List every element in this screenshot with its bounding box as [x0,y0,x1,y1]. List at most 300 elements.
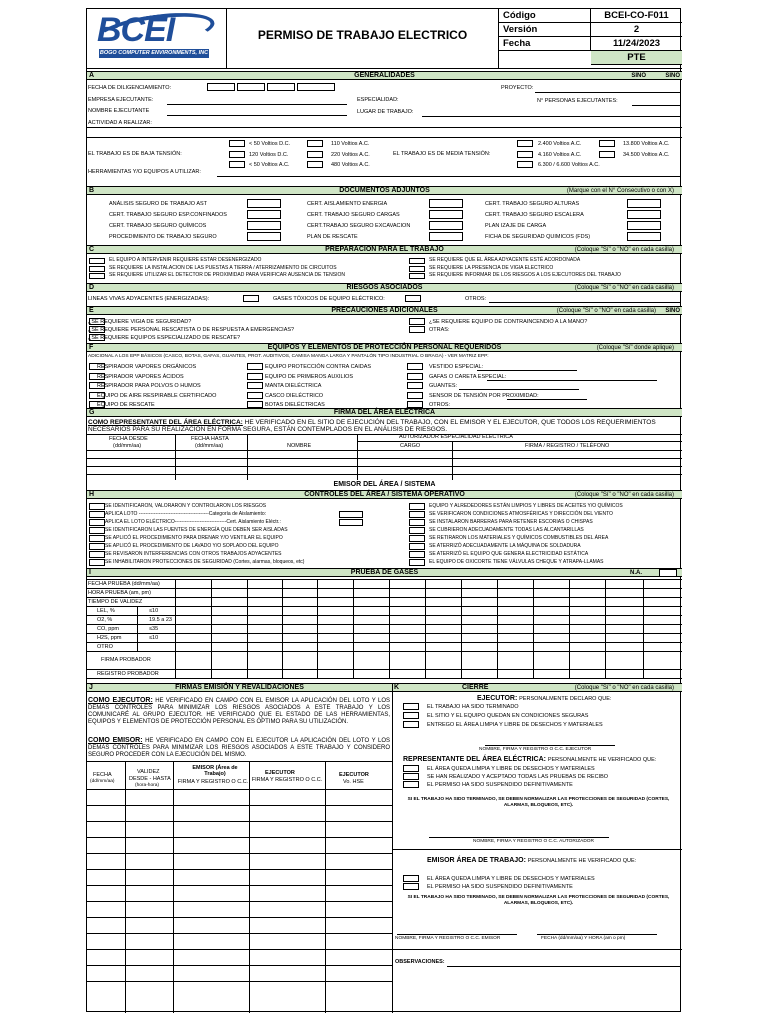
table-row[interactable] [87,466,682,467]
section-letter: A [89,72,95,79]
signature-line[interactable] [429,837,609,838]
checkbox[interactable] [307,161,323,168]
lineas-vivas-label: LINEAS VIVAS ADYACENTES (ENERGIZADAS): [88,296,210,302]
como-emisor-label: COMO EMISOR: [88,737,143,744]
j-emisor-header: EMISOR (Área de Trabajo) [192,765,238,778]
date-line[interactable] [537,934,657,935]
section-title: FIRMAS EMISIÓN Y REVALIDACIONES [175,684,304,691]
voltage-option: 220 Voltios A.C. [331,152,370,158]
k-rep-title: REPRESENTANTE DEL ÁREA ELÉCTRICA: [403,756,546,763]
section-letter: K [394,684,400,691]
divider [392,949,682,950]
gas-limit: ≤10 [149,634,159,641]
section-letter: D [89,284,95,291]
col-divider [452,441,453,480]
section-letter: E [89,307,94,314]
j-table-row[interactable] [87,789,392,790]
k-emisor-date-label: FECHA (dd/mm/aa) Y HORA (am o pm) [541,936,626,941]
ddmm-header: (dd/mm/aa) [195,443,224,449]
gas-col-line [175,579,176,678]
checkbox[interactable] [307,151,323,158]
voltage-option: < 50 Voltios A.C. [249,162,290,168]
signature-line[interactable] [485,745,615,746]
checkbox[interactable] [403,883,419,890]
k-ejecutor-item: EL TRABAJO HA SIDO TERMINADO [427,704,519,710]
preparacion-item: SE REQUIERE LA INSTALACION DE LAS PUESTAS A TIERRA / ATERRIZAMIENTO DE CIRCUITOS [109,264,337,271]
voltage-option: < 50 Voltios D.C. [249,141,291,147]
document-checkbox[interactable] [247,232,281,241]
actividad-field[interactable] [87,127,682,128]
checkbox[interactable] [247,401,263,408]
si-no-label: SINO [665,308,680,314]
permit-form [86,8,681,1012]
fecha-value: 11/24/2023 [612,38,661,49]
gas-row-line [87,579,682,580]
checkbox[interactable] [229,151,245,158]
j-table-row[interactable] [87,949,392,950]
control-item: SE INHABILITARON PROTECCIONES DE SEGURIDAD (Cortes, alarmas, bloqueos, etc) [105,559,305,565]
document-item: FICHA DE SEGURIDAD QUIMICOS (FDS) [485,234,591,240]
como-ejecutor-label: COMO EJECUTOR: [88,697,153,704]
j-table-row[interactable] [87,901,392,902]
document-checkbox[interactable] [247,210,281,219]
voltage-option: 4.160 Voltios A.C. [538,152,582,158]
fecha-dia-field[interactable] [207,83,235,91]
checkbox[interactable] [89,519,105,526]
col-divider [357,434,358,480]
gas-col-line [569,579,570,678]
epp-item: EQUIPO DE PRIMEROS AUXILIOS [265,373,354,380]
checkbox[interactable] [409,551,425,558]
checkbox[interactable] [247,382,263,389]
j-emisor-sub: FIRMA Y REGISTRO O C.C. [177,779,249,785]
empresa-label: EMPRESA EJECUTANTE: [88,97,154,103]
checkbox[interactable] [409,266,425,272]
na-checkbox[interactable] [659,569,677,577]
preparacion-item: SE REQUIERE INFORMAR DE LOS RIESGOS A LOS EJECUTORES DEL TRABAJO [429,272,621,278]
checkbox[interactable] [229,161,245,168]
table-row[interactable] [87,458,682,459]
document-item: CERT. AISLAMIENTO ENERGIA [307,201,388,207]
k-rep-note: SI EL TRABAJO HA SIDO TERMINADO, SE DEBEN NORMALIZAR LAS PROTECCIONES DE SEGURIDAD (CORTES, ALARMAS, BLOQUEOS, ETC). [407,797,670,808]
checkbox[interactable] [89,559,105,566]
epp-item: RESPIRADOR PARA POLVOS O HUMOS [97,383,201,389]
version-value: 2 [633,24,640,35]
checkbox[interactable] [89,258,105,264]
fecha-ano-field[interactable] [267,83,295,91]
document-item: PLAN DE RESCATE [307,234,358,240]
document-checkbox[interactable] [627,199,661,208]
j-table-row[interactable] [87,805,392,806]
section-title: CIERRE [462,684,489,691]
gas-row-label: FIRMA PROBADOR [101,657,151,663]
checkbox[interactable] [405,295,421,302]
section-g-header [87,408,682,417]
otros-field[interactable] [489,302,680,303]
checkbox[interactable] [407,392,423,399]
epp-item: GUANTES: [429,383,458,389]
checkbox[interactable] [409,258,425,264]
epp-item: BOTAS DIELÉCTRICAS [265,402,325,408]
document-checkbox[interactable] [627,210,661,219]
section-title: EQUIPOS Y ELEMENTOS DE PROTECCIÓN PERSONAL REQUERIDOS [267,344,502,351]
representante-text: HE VERIFICADO EN EL SITIO DE EJECUCIÓN DEL TRABAJO, CON EL EMISOR Y EL EJECUTOR, QUE TODOS LOS REQUERIMIENTOS [244,419,656,426]
checkbox[interactable] [409,326,425,333]
k-emisor-item: EL PERMISO HA SIDO SUSPENDIDO DEFINITIVAMENTE [427,884,573,890]
divider [87,761,392,762]
document-checkbox[interactable] [627,232,661,241]
gas-row-label: TIEMPO DE VALIDEZ [88,598,143,605]
checkbox[interactable] [89,527,105,534]
epp-item: EQUIPO PROTECCIÓN CONTRA CAIDAS [265,364,372,370]
j-ejecutor-sub: FIRMA Y REGISTRO O C.C. [251,777,323,783]
j-validez-format: (hora-hora) [135,783,159,788]
checkbox[interactable] [403,765,419,772]
checkbox[interactable] [409,527,425,534]
checkbox[interactable] [243,295,259,302]
k-emisor-sign-label: NOMBRE, FIRMA Y REGISTRO O C.C. EMISOR [395,936,501,941]
checkbox[interactable] [409,511,425,518]
document-item: ANÁLISIS SEGURO DE TRABAJO AST [109,201,208,207]
firma-header: FIRMA / REGISTRO / TELÉFONO [525,443,610,449]
lugar-label: LUGAR DE TRABAJO: [357,109,414,115]
document-item: PROCEDIMIENTO DE TRABAJO SEGURO [109,234,217,240]
section-letter: H [89,491,95,498]
control-item: SE ATERRIZÓ EL EQUIPO QUE GENERA ELECTRICIDAD ESTÁTICA [429,551,589,557]
control-item: SE ATERRIZÓ ADECUADAMENTE LA MÁQUINA DE SOLDADURA [429,543,581,549]
k-rep-item: EL PERMISO HA SIDO SUSPENDIDO DEFINITIVAMENTE [427,782,573,788]
checkbox[interactable] [403,875,419,882]
checkbox[interactable] [403,712,419,719]
section-letter: B [89,187,95,194]
control-item: SE APLICÓ EL PROCEDIMIENTO PARA DRENAR Y/O VENTILAR EL EQUIPO [105,535,283,541]
section-i-header [87,568,682,577]
gas-col-line [425,579,426,678]
fecha-label: Fecha [499,37,591,50]
checkbox[interactable] [407,373,423,380]
herramientas-field[interactable] [217,176,680,177]
control-item: SE RETIRARON LOS MATERIALES Y QUÍMICOS COMBUSTIBLES DEL ÁREA [429,535,609,541]
section-note: (Marque con el N° Consecutivo o con X) [566,188,674,194]
fecha-hasta-header: FECHA HASTA [191,436,229,442]
control-item: SE VERIFICARON CONDICIONES ATMOSFÉRICAS Y DIRECCIÓN DEL VIENTO [429,511,613,517]
section-e-header [87,306,682,315]
gas-row-label: FECHA PRUEBA (dd/mm/aa) [88,580,160,587]
voltage-option: 6.300 / 6.600 Voltios A.C. [538,162,600,168]
j-col-line [125,761,126,1013]
k-rep-item: EL ÁREA QUEDA LIMPIA Y LIBRE DE DESECHOS Y MATERIALES [427,766,595,772]
j-col-line [249,761,250,1013]
j-col-line [325,761,326,1013]
section-title: FIRMA DEL ÁREA ELÉCTRICA [333,409,436,416]
observaciones-field[interactable] [447,966,680,967]
epp-item: MANTA DIELÉCTRICA [265,383,322,389]
col-divider [175,434,176,480]
proyecto-field[interactable] [535,92,680,93]
gas-limit: 19.5 a 23 [149,616,172,623]
document-checkbox[interactable] [429,221,463,230]
section-title: CONTROLES DEL ÁREA / SISTEMA OPERATIVO [304,491,465,498]
gas-col-line [353,579,354,678]
section-a-header [87,71,682,80]
j-table-row[interactable] [87,965,392,966]
representante-text-2: NECESARIOS PARA SU REALIZACIÓN EN FORMA SEGURA, ESTÁN CONTEMPLADOS EN EL ANÁLISIS DE RIESGOS. [88,426,448,433]
fecha-desde-header: FECHA DESDE [109,436,148,442]
checkbox[interactable] [89,551,105,558]
section-title: PREPARACION PARA EL TRABAJO [325,246,444,253]
checkbox[interactable] [89,273,105,279]
j-table-row[interactable] [87,885,392,886]
section-title: PRUEBA DE GASES [350,569,419,576]
epp-item: EQUIPO DE RESCATE [97,402,155,408]
document-item: CERT. TRABAJO SEGURO ALTURAS [485,201,580,207]
table-row[interactable] [87,474,682,475]
epp-intro: ADICIONAL A LOS EPP BÁSICOS (CASCO, BOTAS, GAFAS, GUANTES, PROT. AUDITIVOS, CAMISA MANGA LARGA Y PANTALÓN TIPO INDUSTRIAL O BRAGA) - VER MATRIZ EPP: [88,354,489,359]
epp-field[interactable] [507,399,587,400]
como-representante-label: COMO REPRESENTANTE DEL ÁREA ELÉCTRICA: [88,419,243,426]
k-emisor-sub: PERSONALMENTE HE VERIFICADO QUE: [527,858,637,864]
pte-badge: PTE [591,51,682,65]
checkbox[interactable] [247,373,263,380]
gas-row-label: H2S, ppm [97,634,122,641]
j-table-row[interactable] [87,917,392,918]
si-no-label: SINO [631,73,646,79]
form-title: PERMISO DE TRABAJO ELECTRICO [227,9,499,69]
j-table-row[interactable] [87,853,392,854]
gas-row-line [87,633,682,634]
epp-item: RESPIRADOR VAPORES ÁCIDOS [97,373,184,380]
gas-row-label: CO, ppm [97,625,120,632]
emisor-area-title: EMISOR DEL ÁREA / SISTEMA [333,481,436,488]
gas-row-line [87,678,682,679]
gas-row-line [87,615,682,616]
gas-row-line [87,669,682,670]
nombre-ejecutante-field[interactable] [167,115,347,116]
checkbox[interactable] [599,140,615,147]
lugar-field[interactable] [422,116,680,117]
personas-label: N° PERSONAS EJECUTANTES: [537,98,618,104]
document-checkbox[interactable] [247,199,281,208]
checkbox[interactable] [247,392,263,399]
checkbox[interactable] [599,151,615,158]
fecha-mes-field[interactable] [237,83,265,91]
section-note: (Coloque "Sí" o "NO" en cada casilla) [574,492,674,498]
checkbox[interactable] [409,273,425,279]
document-item: CERT. TRABAJO SEGURO ESCALERA [485,212,584,218]
epp-field[interactable] [477,370,577,371]
control-field[interactable] [339,519,363,526]
document-checkbox[interactable] [627,221,661,230]
empresa-field[interactable] [167,104,347,105]
document-checkbox[interactable] [429,210,463,219]
k-ejecutor-sign-label: NOMBRE, FIRMA Y REGISTRO O C.C. EJECUTOR [479,747,592,752]
codigo-label: Código [499,9,591,22]
k-ejecutor-title: EJECUTOR: [477,695,518,702]
checkbox[interactable] [403,703,419,710]
section-letter: F [89,344,94,351]
gas-col-line [461,579,462,678]
checkbox[interactable] [89,543,105,550]
epp-field[interactable] [487,380,657,381]
section-note: (Coloque "Sí" o "NO" en cada casilla) [574,285,674,291]
nombre-header: NOMBRE [287,443,312,449]
control-item: EQUIPO Y ALREDEDORES ESTÁN LIMPIOS Y LIBRES DE ACEITES Y/O QUÍMICOS [429,503,623,509]
checkbox[interactable] [89,266,105,272]
voltage-option: 480 Voltios A.C. [331,162,370,168]
gas-col-line [533,579,534,678]
col-divider [247,434,248,480]
herramientas-label: HERRAMIENTAS Y/O EQUIPOS A UTILIZAR: [88,169,201,175]
checkbox[interactable] [409,535,425,542]
j-table-row[interactable] [87,821,392,822]
j-col-line [173,761,174,1013]
document-checkbox[interactable] [247,221,281,230]
gases-toxicos-label: GASES TÓXICOS DE EQUIPO ELÉCTRICO: [273,296,385,302]
checkbox[interactable] [409,318,425,325]
gas-col-line [211,579,212,678]
checkbox[interactable] [89,503,105,510]
precaucion-item: ¿SE REQUIERE EQUIPOS ESPECIALIZADO DE RESCATE? [88,335,241,341]
divider [87,137,682,138]
checkbox[interactable] [229,140,245,147]
checkbox[interactable] [403,721,419,728]
checkbox[interactable] [407,363,423,370]
gas-limit: ≤35 [149,625,159,632]
voltage-option: 34.500 Voltios A.C. [623,152,670,158]
j-table-row[interactable] [87,933,392,934]
baja-tension-label: EL TRABAJO ES DE BAJA TENSIÓN: [88,151,182,157]
k-rep-sub: PERSONALMENTE HE VERIFICADO QUE: [547,757,657,763]
preparacion-item: SE REQUIERE QUE EL ÁREA ADYACENTE ESTÉ ACORDONADA [429,257,581,263]
k-ejecutor-item: ENTREGO EL ÁREA LIMPIA Y LIBRE DE DESECHOS Y MATERIALES [427,722,603,728]
section-title: GENERALIDADES [354,72,415,79]
precaucion-item: ¿SE REQUIERE PERSONAL RESCATISTA O DE RESPUESTA A EMERGENCIAS? [88,327,295,333]
epp-item: CASCO DIELÉCTRICO [265,392,324,399]
document-item: CERT. TRABAJO SEGURO CARGAS [307,212,400,218]
epp-item: EQUIPO DE AIRE RESPIRABLE CERTIFICADO [97,392,217,399]
gas-col-line [247,579,248,678]
cargo-header: CARGO [400,443,421,449]
j-fecha-header: FECHA [93,772,112,778]
version-label: Versión [499,23,591,36]
company-logo [87,9,227,69]
section-note: (Coloque "Sí" o "NO" en cada casilla) [574,685,674,691]
checkbox[interactable] [403,781,419,788]
precaucion-item: ¿SE REQUIERE VIGIA DE SEGURIDAD? [88,319,192,325]
section-title: PRECAUCIONES ADICIONALES [331,307,438,314]
gas-row-line [87,588,682,589]
checkbox[interactable] [409,503,425,510]
personas-field[interactable] [632,105,680,106]
j-validez-sub: DESDE - HASTA [129,776,171,782]
k-emisor-note: SI EL TRABAJO HA SIDO TERMINADO, SE DEBEN NORMALIZAR LAS PROTECCIONES DE SEGURIDAD (CORTES, ALARMAS, BLOQUEOS, ETC). [407,895,670,906]
divider [392,849,682,850]
gas-row-label: REGISTRO PROBADOR [97,670,159,677]
checkbox[interactable] [409,559,425,566]
document-checkbox[interactable] [429,232,463,241]
j-ejecutor-header: EJECUTOR [265,770,295,776]
k-rep-item: SE HAN REALIZADO Y ACEPTADO TODAS LAS PRUEBAS DE RECIBO [427,774,609,780]
divider [357,441,682,442]
checkbox[interactable] [407,401,423,408]
preparacion-item: SE REQUIERE UTILIZAR EL DETECTOR DE PROXIMIDAD PARA VERIFICAR AUSENCIA DE TENSION [109,272,345,278]
gas-row-line [87,597,682,598]
section-k-header [392,683,682,692]
control-item: SE APLICÓ EL PROCEDIMIENTO DE LAVADO Y/O SOPLADO DEL EQUIPO [105,543,279,549]
section-c-header [87,245,682,254]
checkbox[interactable] [407,382,423,389]
signature-line[interactable] [397,934,517,935]
control-item: EL EQUIPO DE OXICORTE TIENE VÁLVULAS CHEQUE Y ATRAPA-LLAMAS [429,559,604,565]
section-note: (Coloque "Sí" o "NO" en cada casilla) [556,308,656,314]
j-hse-sub: Vo. HSE [343,779,364,785]
divider [87,434,682,435]
section-title: DOCUMENTOS ADJUNTOS [339,187,430,194]
actividad-label: ACTIVIDAD A REALIZAR: [88,120,152,126]
j-table-row[interactable] [87,837,392,838]
divider [87,450,682,451]
control-field[interactable] [339,511,363,518]
checkbox[interactable] [247,363,263,370]
epp-item: VESTIDO ESPECIAL: [429,364,484,370]
preparacion-item: SE REQUIERE LA PRESENCIA DE VIGIA ELECTRICO [429,264,554,271]
checkbox[interactable] [517,161,533,168]
control-item: APLICA EL LOTO ELÉCTRICO-------------------------------Cert. Aislamiento Eléctr.: [105,519,281,525]
control-item: SE INSTALARON BARRERAS PARA RETENER ESCORIAS O CHISPAS [429,519,593,525]
epp-field[interactable] [459,389,579,390]
voltage-option: 13.800 Voltios A.C. [623,141,670,147]
checkbox[interactable] [89,511,105,518]
document-checkbox[interactable] [429,199,463,208]
checkbox[interactable] [403,773,419,780]
section-f-header [87,343,682,352]
section-d-header [87,283,682,292]
j-table-row[interactable] [87,869,392,870]
precaucion-item: ¿SE REQUIERE EQUIPO DE CONTRAINCENDIO A LA MANO? [429,319,588,325]
autorizador-header: AUTORIZADOR ESPECIALIDAD ELECTRICA [399,434,513,440]
j-table-row[interactable] [87,981,392,982]
ejecutor-text: HE VERIFICADO EN CAMPO CON EL EMISOR LA APLICACIÓN DEL LOTO Y LOS DEMÁS CONTROLES PARA MINIMIZAR LOS RIESGOS ASOCIADOS A ESTE TRABAJO Y LOS COMUNICARÉ AL GRUPO EJECUTOR. HE VERIFICADO QUE EL ESTADO DE LAS HERRAMIENTAS, EQUIPOS Y ELEMENTOS DE PROTECCIÓN PERSONAL ES ÓPTIMO PARA SU UTILIZACIÓN. [88,698,390,725]
checkbox[interactable] [409,519,425,526]
section-title: RIESGOS ASOCIADOS [346,284,423,291]
k-rep-sign-label: NOMBRE, FIRMA Y REGISTRO O C.C. AUTORIZADOR [473,839,595,844]
voltage-option: 2.400 Voltios A.C. [538,141,582,147]
checkbox[interactable] [89,535,105,542]
section-letter: I [89,569,91,576]
gas-col-line [317,579,318,678]
k-ejecutor-item: EL SITIO Y EL EQUIPO QUEDAN EN CONDICIONES SEGURAS [427,713,589,719]
checkbox[interactable] [517,151,533,158]
si-no-label: SINO [665,73,680,79]
form-header [87,9,682,69]
section-h-header [87,490,682,499]
logo-subtitle: BOGO COMPUTER ENVIRONMENTS, INC [99,50,209,56]
logo-text: BCEI [97,11,175,49]
document-item: PLAN IZAJE DE CARGA [485,223,547,229]
epp-item: RESPIRADOR VAPORES ORGÁNICOS [97,364,197,370]
document-item: CERT.TRABAJO SEGURO EXCAVACION [307,223,411,229]
fecha-hora-field[interactable] [297,83,335,91]
checkbox[interactable] [409,543,425,550]
doc-meta [499,9,682,65]
checkbox[interactable] [517,140,533,147]
col-divider [392,683,393,1013]
document-item: CERT. TRABAJO SEGURO ESP.CONFINADOS [109,212,227,218]
checkbox[interactable] [307,140,323,147]
j-validez-header: VALIDEZ [137,769,160,775]
observaciones-label: OBSERVACIONES: [395,959,445,965]
epp-item: OTROS: [429,402,451,408]
